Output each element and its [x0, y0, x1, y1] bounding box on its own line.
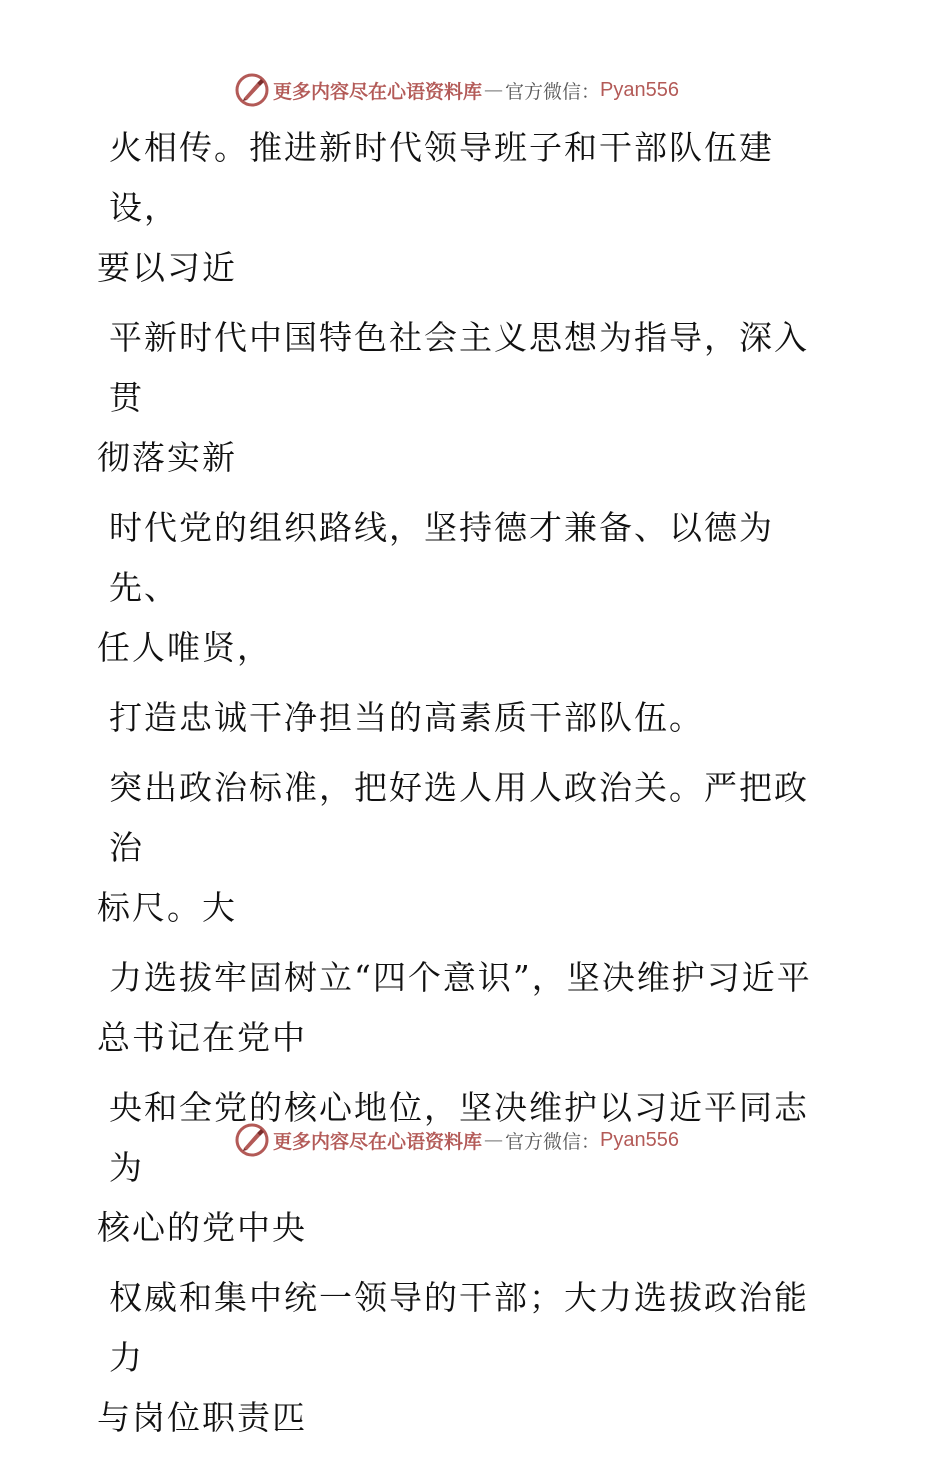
paragraph-line: 任人唯贤， [97, 628, 272, 667]
footer-banner [235, 1120, 715, 1160]
paragraph-line: 总书记在党中 [97, 1018, 307, 1057]
paragraph-7 [97, 1078, 837, 1258]
paragraph-6 [97, 948, 837, 1068]
paragraph-line: 力选拔牢固树立“四个意识”，坚决维护习近平 [109, 958, 812, 997]
paragraph-line: 平新时代中国特色社会主义思想为指导，深入贯 [109, 318, 809, 417]
paragraph-1 [97, 118, 837, 298]
paragraph-line: 央和全党的核心地位，坚决维护以习近平同志为 [109, 1088, 809, 1187]
paragraph-3 [97, 498, 837, 678]
header-banner [235, 70, 715, 110]
banner-wechat-label: 官方微信： [505, 1130, 601, 1153]
paragraph-line: 权威和集中统一领导的干部；大力选拔政治能力 [109, 1278, 809, 1377]
paragraph-line: 时代党的组织路线，坚持德才兼备、以德为先、 [109, 508, 774, 607]
paragraph-line: 与岗位职责匹 [97, 1398, 307, 1437]
banner-dash: — [484, 1129, 504, 1151]
document-body [97, 118, 837, 1458]
pen-logo-icon [235, 1123, 269, 1157]
banner-title: 更多内容尽在心语资料库 [273, 1130, 483, 1153]
paragraph-2 [97, 308, 837, 488]
banner-title: 更多内容尽在心语资料库 [273, 80, 483, 103]
banner-wechat-id: Pyan556 [600, 78, 679, 101]
banner-wechat-id: Pyan556 [600, 1128, 679, 1151]
paragraph-line: 要以习近 [97, 248, 237, 287]
paragraph-8 [97, 1268, 837, 1448]
paragraph-line: 突出政治标准，把好选人用人政治关。严把政治 [109, 768, 809, 867]
paragraph-line: 标尺。大 [97, 888, 237, 927]
paragraph-line: 核心的党中央 [97, 1208, 307, 1247]
paragraph-5 [97, 758, 837, 938]
paragraph-line: 彻落实新 [97, 438, 237, 477]
pen-logo-icon [235, 73, 269, 107]
paragraph-line: 打造忠诚干净担当的高素质干部队伍。 [109, 698, 704, 737]
paragraph-line: 火相传。推进新时代领导班子和干部队伍建设， [109, 128, 774, 227]
banner-wechat-label: 官方微信： [505, 80, 601, 103]
banner-dash: — [484, 79, 504, 101]
paragraph-4 [97, 688, 837, 748]
